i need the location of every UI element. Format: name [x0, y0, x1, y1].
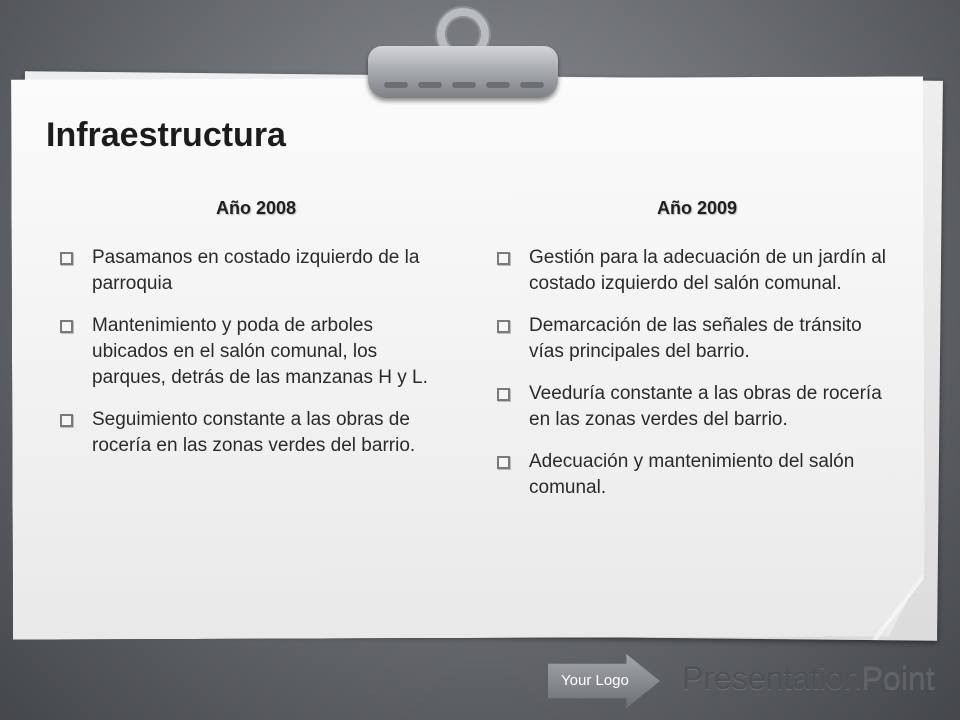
- list-item-text: Veeduría constante a las obras de rocería en las zonas verdes del barrio.: [529, 383, 882, 430]
- list-item-text: Demarcación de las señales de tránsito vías principales del barrio.: [529, 315, 862, 362]
- list-item-text: Adecuación y mantenimiento del salón comunal.: [529, 451, 855, 498]
- list-item: [60, 313, 452, 391]
- brand-wordmark: [682, 660, 935, 697]
- square-bullet-icon: [497, 456, 510, 469]
- list-item: [60, 407, 452, 459]
- list-item: [497, 381, 897, 433]
- list-item: [497, 245, 897, 297]
- square-bullet-icon: [60, 414, 73, 427]
- column-heading: Año 2008: [215, 198, 297, 218]
- list-item-text: Seguimiento constante a las obras de rocería en las zonas verdes del barrio.: [92, 409, 416, 456]
- list-item-text: Mantenimiento y poda de arboles ubicados en el salón comunal, los parques, detrás de las manzanas H y L.: [92, 315, 428, 388]
- square-bullet-icon: [497, 252, 510, 265]
- bullet-list: [497, 245, 897, 501]
- paper-clip-slots: [384, 82, 544, 90]
- brand-part-2: Point: [861, 660, 935, 696]
- square-bullet-icon: [497, 320, 510, 333]
- list-item-text: Pasamanos en costado izquierdo de la parroquia: [92, 247, 420, 294]
- logo-label: Your Logo: [561, 672, 629, 689]
- list-item: [60, 245, 452, 297]
- brand-part-1: Presentation: [682, 660, 862, 696]
- list-item-text: Gestión para la adecuación de un jardín al costado izquierdo del salón comunal.: [529, 247, 887, 294]
- bullet-list: [60, 245, 452, 459]
- square-bullet-icon: [60, 320, 73, 333]
- square-bullet-icon: [60, 252, 73, 265]
- column-2008: [60, 198, 452, 475]
- column-heading: Año 2009: [656, 198, 738, 218]
- list-item: [497, 313, 897, 365]
- slide-title: Infraestructura: [46, 116, 286, 154]
- paper-clip-icon: [368, 46, 558, 98]
- square-bullet-icon: [497, 388, 510, 401]
- list-item: [497, 449, 897, 501]
- column-2009: [497, 198, 897, 517]
